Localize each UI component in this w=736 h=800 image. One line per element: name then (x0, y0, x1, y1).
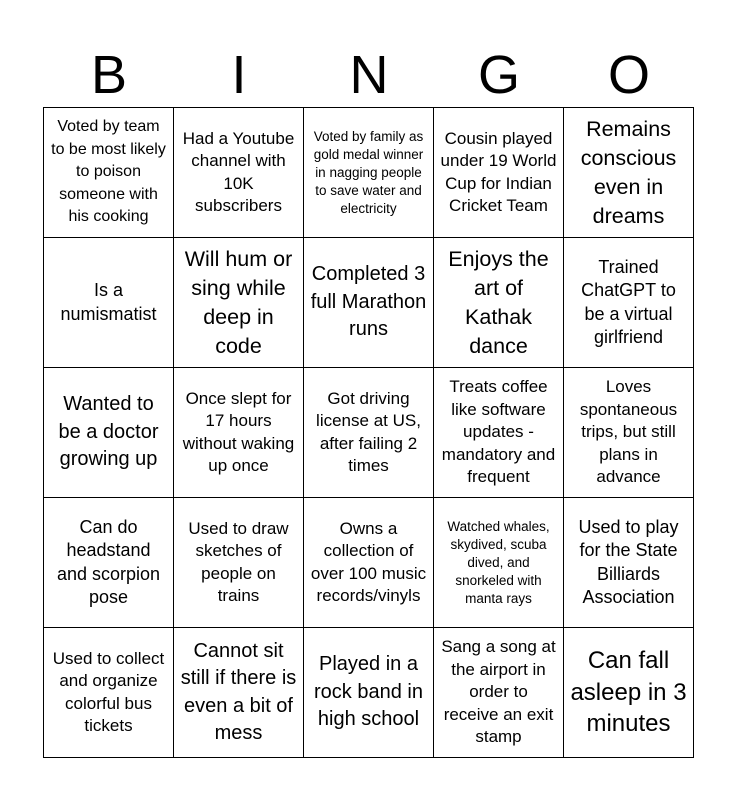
bingo-cell[interactable] (174, 498, 304, 628)
cell-text: Voted by family as gold medal winner in nagging people to save water and electricity (313, 128, 424, 216)
cell-text: Had a Youtube channel with 10K subscribers (182, 128, 295, 215)
bingo-cell[interactable] (44, 108, 174, 238)
cell-text: Is a numismatist (60, 280, 157, 324)
bingo-cell[interactable] (434, 498, 564, 628)
bingo-cell[interactable] (44, 368, 174, 498)
bingo-cell[interactable] (564, 108, 694, 238)
cell-text: Got driving license at US, after failing 2 times (316, 388, 421, 475)
header-letter-n: N (349, 45, 389, 105)
cell-text: Trained ChatGPT to be a virtual girlfriend (581, 256, 676, 347)
cell-text: Voted by team to be most likely to poison someone with his cooking (51, 118, 166, 226)
bingo-cell[interactable] (564, 238, 694, 368)
header-letter-o: O (607, 45, 650, 105)
header-letter-i: I (231, 45, 247, 105)
bingo-cell[interactable] (44, 238, 174, 368)
bingo-cell[interactable] (304, 108, 434, 238)
bingo-cell[interactable] (564, 628, 694, 758)
bingo-cell[interactable] (434, 368, 564, 498)
bingo-cell[interactable] (44, 628, 174, 758)
cell-text: Used to play for the State Billiards Association (578, 516, 679, 607)
bingo-board (43, 107, 694, 758)
bingo-cell[interactable] (174, 108, 304, 238)
cell-text: Once slept for 17 hours without waking up once (182, 388, 295, 475)
cell-text: Owns a collection of over 100 music records/vinyls (310, 518, 427, 605)
cell-text: Used to draw sketches of people on trains (188, 518, 289, 605)
cell-text: Can fall asleep in 3 minutes (570, 647, 687, 738)
bingo-cell[interactable] (434, 238, 564, 368)
cell-text: Will hum or sing while deep in code (184, 246, 293, 358)
bingo-cell[interactable] (174, 368, 304, 498)
bingo-cell[interactable] (564, 498, 694, 628)
cell-text: Used to collect and organize colorful bus tickets (52, 648, 165, 735)
cell-text: Cannot sit still if there is even a bit of mess (180, 639, 297, 744)
cell-text: Sang a song at the airport in order to receive an exit stamp (441, 637, 556, 747)
bingo-cell[interactable] (174, 628, 304, 758)
cell-text: Watched whales, skydived, scuba dived, and snorkeled with manta rays (447, 518, 550, 606)
bingo-cell[interactable] (434, 108, 564, 238)
bingo-cell[interactable] (304, 628, 434, 758)
bingo-cell[interactable] (44, 498, 174, 628)
cell-text: Wanted to be a doctor growing up (58, 393, 159, 471)
bingo-cell[interactable] (174, 238, 304, 368)
bingo-header (44, 44, 694, 106)
cell-text: Can do headstand and scorpion pose (56, 516, 161, 607)
bingo-cell[interactable] (564, 368, 694, 498)
header-letter-g: G (477, 45, 520, 105)
bingo-cell[interactable] (304, 238, 434, 368)
cell-text: Played in a rock band in high school (314, 653, 423, 731)
bingo-cell[interactable] (304, 498, 434, 628)
cell-text: Treats coffee like software updates - mandatory and frequent (441, 377, 556, 487)
bingo-cell[interactable] (304, 368, 434, 498)
cell-text: Remains conscious even in dreams (580, 116, 677, 228)
cell-text: Completed 3 full Marathon runs (310, 263, 427, 341)
bingo-cell[interactable] (434, 628, 564, 758)
cell-text: Enjoys the art of Kathak dance (448, 246, 549, 358)
header-letter-b: B (90, 45, 128, 105)
cell-text: Cousin played under 19 World Cup for Indian Cricket Team (440, 128, 557, 215)
cell-text: Loves spontaneous trips, but still plans in advance (579, 377, 678, 487)
